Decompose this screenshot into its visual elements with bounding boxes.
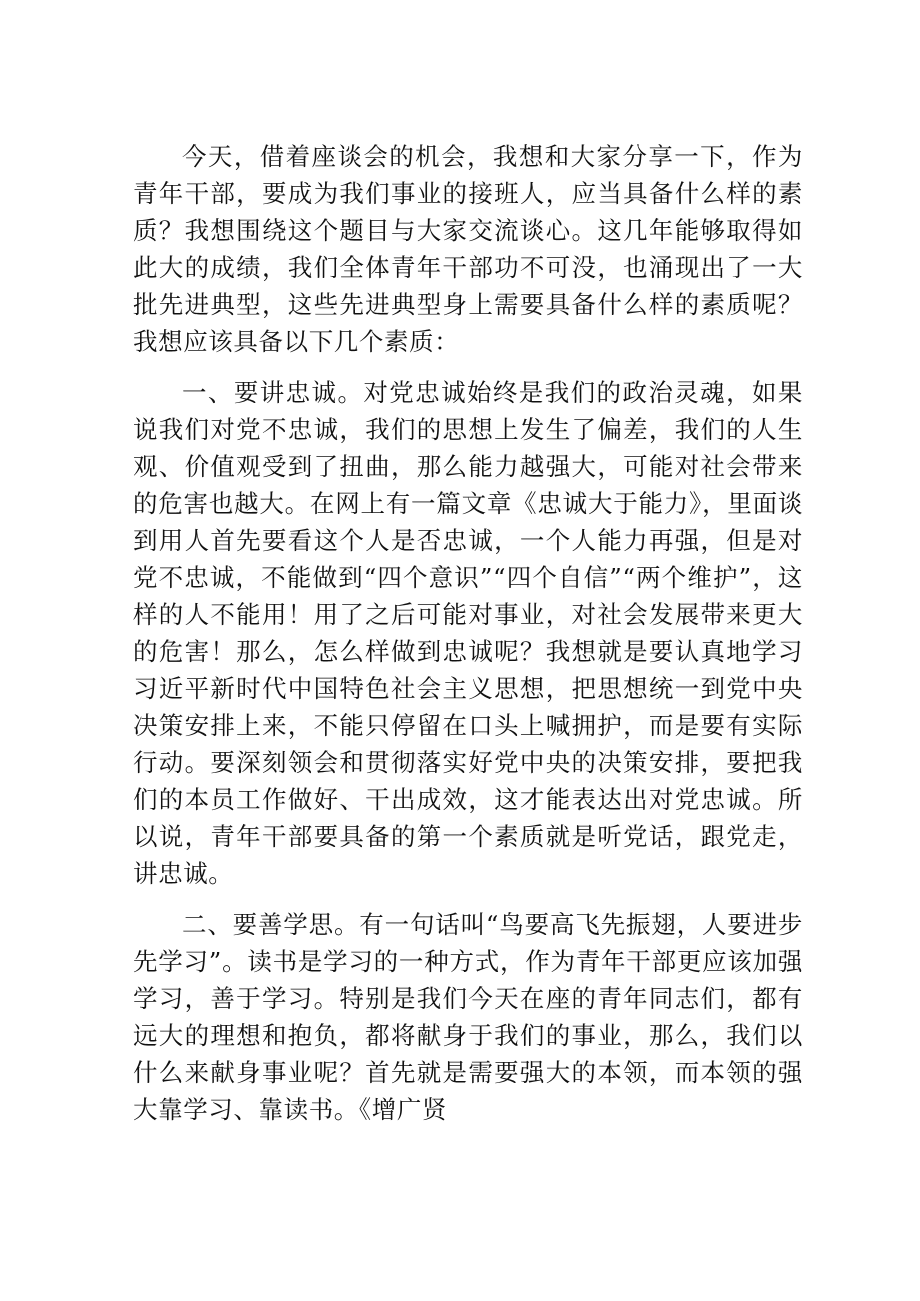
paragraph-intro: 今天，借着座谈会的机会，我想和大家分享一下，作为青年干部，要成为我们事业的接班人，应当具备什么样的素质？我想围绕这个题目与大家交流谈心。这几年能够取得如此大的成绩，我们全体青年干部功不可没，也涌现出了一大批先进典型，这些先进典型身上需要具备什么样的素质呢？我想应该具备以下几个素质： xyxy=(133,142,803,356)
document-body xyxy=(133,138,803,1128)
paragraph-loyalty: 一、要讲忠诚。对党忠诚始终是我们的政治灵魂，如果说我们对党不忠诚，我们的思想上发生了偏差，我们的人生观、价值观受到了扭曲，那么能力越强大，可能对社会带来的危害也越大。在网上有一篇文章《忠诚大于能力》，里面谈到用人首先要看这个人是否忠诚，一个人能力再强，但是对党不忠诚，不能做到“四个意识”“四个自信”“两个维护”，这样的人不能用！用了之后可能对事业，对社会发展带来更大的危害！那么，怎么样做到忠诚呢？我想就是要认真地学习习近平新时代中国特色社会主义思想，把思想统一到党中央决策安排上来，不能只停留在口头上喊拥护，而是要有实际行动。要深刻领会和贯彻落实好党中央的决策安排，要把我们的本员工作做好、干出成效，这才能表达出对党忠诚。所以说，青年干部要具备的第一个素质就是听党话，跟党走，讲忠诚。 xyxy=(133,378,803,888)
paragraph-learning: 二、要善学思。有一句话叫“鸟要高飞先振翅，人要进步先学习”。读书是学习的一种方式，作为青年干部更应该加强学习，善于学习。特别是我们今天在座的青年同志们，都有远大的理想和抱负，都将献身于我们的事业，那么，我们以什么来献身事业呢？首先就是需要强大的本领，而本领的强大靠学习、靠读书。《增广贤 xyxy=(133,910,803,1124)
